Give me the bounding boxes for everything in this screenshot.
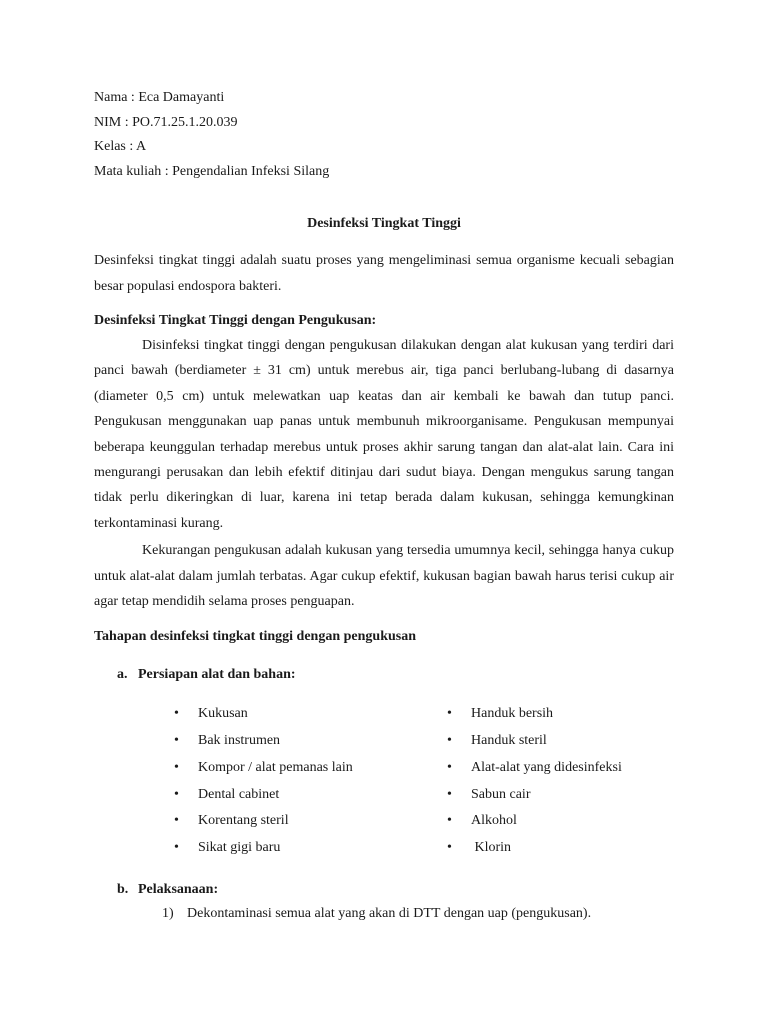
bullet-icon: •	[174, 706, 179, 722]
list-item: • Alat-alat yang didesinfeksi	[445, 755, 622, 782]
student-name: Nama : Eca Damayanti	[94, 90, 225, 105]
bullet-icon: •	[447, 706, 452, 722]
list-item: • Dental cabinet	[172, 782, 445, 809]
list-item: • Klorin	[445, 835, 622, 862]
section-heading-tahapan: Tahapan desinfeksi tingkat tinggi dengan pengukusan	[94, 629, 416, 645]
bullet-icon: •	[447, 733, 452, 749]
bullet-icon: •	[174, 759, 179, 775]
bullet-icon: •	[447, 813, 452, 829]
document-title: Desinfeksi Tingkat Tinggi	[307, 216, 461, 231]
bullet-icon: •	[447, 759, 452, 775]
list-item: • Kukusan	[172, 701, 445, 728]
list-letter-a: a.	[117, 667, 128, 683]
course-name: Mata kuliah : Pengendalian Infeksi Silang	[94, 163, 330, 179]
student-nim: NIM : PO.71.25.1.20.039	[94, 114, 238, 130]
list-item: • Sikat gigi baru	[172, 835, 445, 862]
list-item: • Sabun cair	[445, 782, 622, 809]
bullet-icon: •	[447, 839, 452, 855]
paragraph-pengukusan-desc: Disinfeksi tingkat tinggi dengan pengukusan dilakukan dengan alat kukusan yang terdiri dari panci bawah (berdiameter ± 31 cm) untuk merebus air, tiga panci berlubang-lubang di dasarnya (diameter 0,5 cm) untuk melewatkan uap keatas dan air kembali ke bawah dan tutup panci. Pengukusan menggunakan uap panas untuk membunuh mikroorganisame. Pengukusan mempunyai beberapa keunggulan terhadap merebus untuk proses akhir sarung tangan dan alat-alat lain. Cara ini mengurangi perusakan dan lebih efektif ditinjau dari sudut biaya. Dengan mengukus sarung tangan tidak perlu dikeringkan di luar, karena ini tetap berada dalam kukusan, sehingga kemungkinan terkontaminasi kurang.	[94, 338, 674, 531]
bullet-icon: •	[447, 786, 452, 802]
bullet-icon: •	[174, 813, 179, 829]
student-class: Kelas : A	[94, 139, 147, 154]
materials-list	[172, 701, 674, 861]
materials-list-left	[172, 701, 445, 861]
list-item: • Korentang steril	[172, 808, 445, 835]
bullet-icon: •	[174, 733, 179, 749]
list-item: • Handuk steril	[445, 728, 622, 755]
subheading-persiapan	[117, 663, 674, 687]
list-item: • Alkohol	[445, 808, 622, 835]
subheading-persiapan-text: Persiapan alat dan bahan:	[138, 667, 296, 683]
paragraph-pengukusan-kekurangan: Kekurangan pengukusan adalah kukusan yang tersedia umumnya kecil, sehingga hanya cukup untuk alat-alat dalam jumlah terbatas. Agar cukup efektif, kukusan bagian bawah harus terisi cukup air agar tetap mendidih selama proses penguapan.	[94, 543, 674, 610]
step-text: Dekontaminasi semua alat yang akan di DTT dengan uap (pengukusan).	[187, 905, 592, 921]
list-item: • Kompor / alat pemanas lain	[172, 755, 445, 782]
bullet-icon: •	[174, 786, 179, 802]
section-heading-pengukusan: Desinfeksi Tingkat Tinggi dengan Pengukusan:	[94, 313, 377, 328]
subheading-pelaksanaan-text: Pelaksanaan:	[138, 881, 219, 897]
bullet-icon: •	[174, 839, 179, 855]
step-number: 1)	[162, 905, 174, 921]
document-page	[94, 86, 674, 926]
list-item: • Handuk bersih	[445, 701, 622, 728]
materials-list-right	[445, 701, 622, 861]
list-letter-b: b.	[117, 881, 129, 897]
intro-paragraph: Desinfeksi tingkat tinggi adalah suatu proses yang mengeliminasi semua organisme kecuali sebagian besar populasi endospora bakteri.	[94, 253, 674, 294]
list-item: • Bak instrumen	[172, 728, 445, 755]
subheading-pelaksanaan	[117, 878, 674, 902]
step-item	[162, 902, 674, 926]
